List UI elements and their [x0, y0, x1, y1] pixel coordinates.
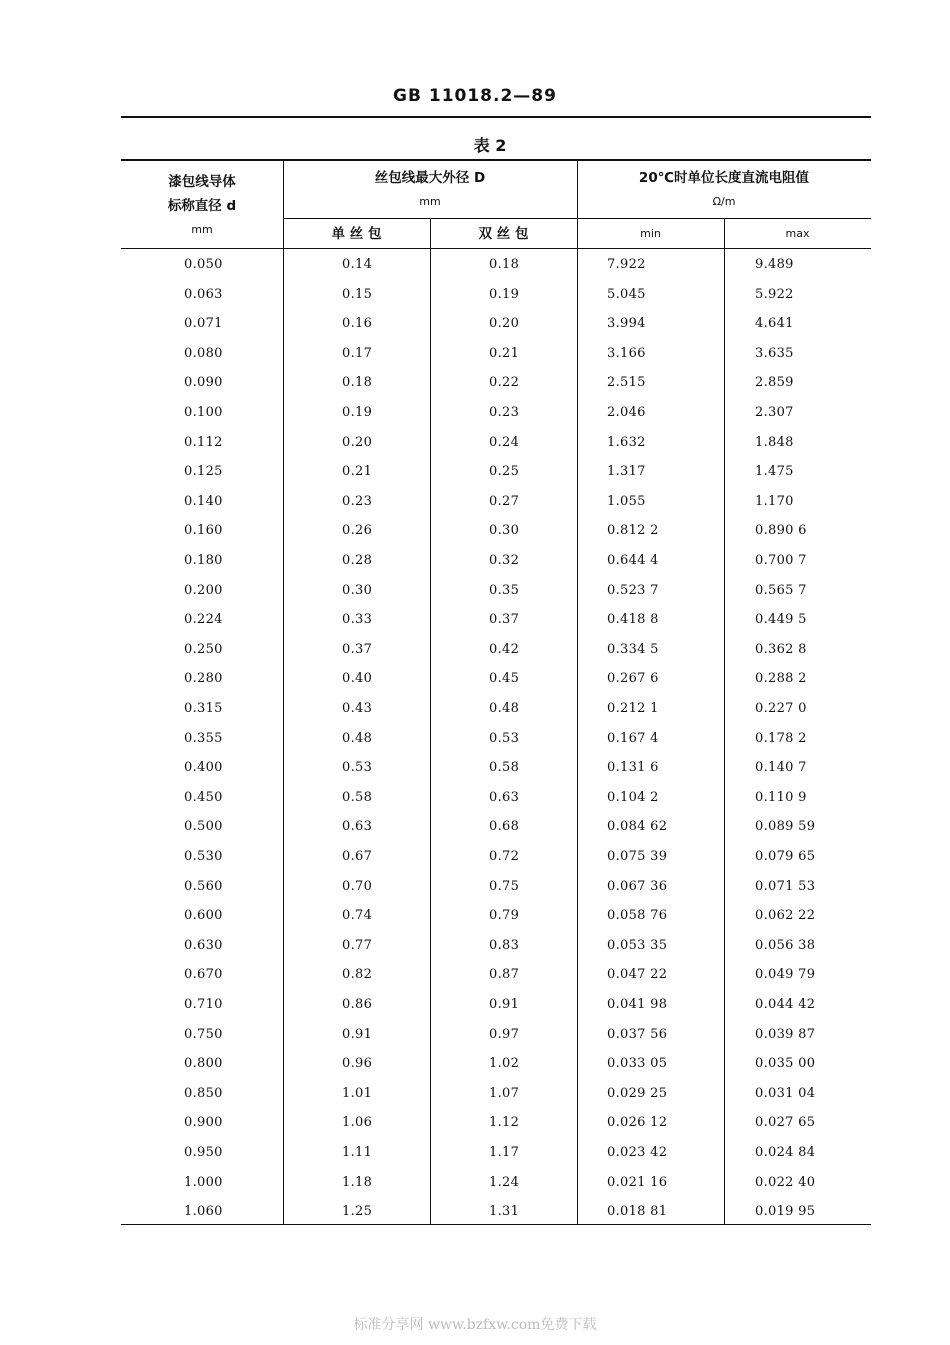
diameter-cell: 1.000 [184, 1174, 223, 1190]
header-double-label: 双 丝 包 [478, 226, 529, 242]
table-row [0, 546, 950, 576]
single-cell: 0.23 [342, 493, 373, 509]
double-cell: 0.18 [489, 257, 520, 272]
max-cell: 0.449 5 [755, 612, 807, 628]
diameter-cell: 0.050 [184, 257, 223, 272]
diameter-cell: 0.710 [184, 997, 223, 1012]
diameter-cell: 0.600 [184, 908, 223, 924]
header-resistance [577, 166, 871, 214]
max-cell: 0.056 38 [755, 937, 816, 953]
double-cell: 0.21 [489, 345, 520, 361]
diameter-cell: 0.140 [184, 493, 223, 509]
min-cell: 0.053 35 [607, 937, 668, 953]
table-row [0, 309, 950, 339]
max-cell: 2.307 [755, 405, 794, 420]
diameter-cell: 0.630 [184, 937, 223, 953]
single-cell: 0.96 [342, 1056, 373, 1072]
max-cell: 5.922 [755, 286, 794, 302]
header-single-label: 单 丝 包 [331, 226, 382, 242]
single-cell: 0.28 [342, 553, 373, 568]
single-cell: 1.01 [342, 1085, 373, 1101]
double-cell: 0.30 [489, 523, 520, 539]
diameter-cell: 0.670 [184, 967, 223, 983]
double-cell: 0.75 [489, 878, 520, 894]
diameter-cell: 1.060 [184, 1204, 223, 1220]
double-cell: 0.48 [489, 701, 520, 716]
table-row [0, 1049, 950, 1079]
table-row [0, 901, 950, 931]
standard-code: GB 11018.2—89 [393, 86, 557, 106]
min-cell: 0.167 4 [607, 730, 659, 746]
header-min-label: min [640, 227, 661, 240]
max-cell: 0.890 6 [755, 523, 807, 539]
double-cell: 0.79 [489, 908, 520, 924]
max-cell: 0.565 7 [755, 582, 807, 598]
single-cell: 0.82 [342, 967, 373, 983]
min-cell: 3.994 [607, 316, 646, 332]
max-cell: 0.288 2 [755, 671, 807, 687]
double-cell: 0.91 [489, 997, 520, 1012]
table-top-border [121, 159, 871, 161]
double-cell: 0.45 [489, 671, 520, 687]
table-row [0, 1020, 950, 1050]
min-cell: 1.632 [607, 434, 646, 450]
single-cell: 0.17 [342, 345, 373, 361]
double-cell: 1.17 [489, 1145, 520, 1160]
table-row [0, 339, 950, 369]
header-min [577, 222, 724, 246]
table-row [0, 1138, 950, 1168]
min-cell: 0.029 25 [607, 1085, 668, 1101]
min-cell: 0.267 6 [607, 671, 659, 687]
header-outer-unit: mm [419, 195, 441, 208]
table-row [0, 368, 950, 398]
min-cell: 0.041 98 [607, 997, 668, 1012]
single-cell: 0.19 [342, 405, 373, 420]
double-cell: 1.02 [489, 1056, 520, 1072]
header-single [283, 222, 430, 247]
single-cell: 0.58 [342, 789, 373, 805]
min-cell: 2.046 [607, 405, 646, 420]
max-cell: 3.635 [755, 345, 794, 361]
min-cell: 2.515 [607, 375, 646, 391]
max-cell: 1.848 [755, 434, 794, 450]
single-cell: 0.30 [342, 582, 373, 598]
double-cell: 0.27 [489, 493, 520, 509]
single-cell: 1.11 [342, 1145, 373, 1160]
header-max-label: max [785, 227, 810, 240]
double-cell: 0.68 [489, 819, 520, 835]
double-cell: 0.20 [489, 316, 520, 332]
table-row [0, 931, 950, 961]
max-cell: 0.227 0 [755, 701, 807, 716]
diameter-cell: 0.800 [184, 1056, 223, 1072]
max-cell: 0.700 7 [755, 553, 807, 568]
double-cell: 0.72 [489, 849, 520, 864]
single-cell: 0.21 [342, 464, 373, 480]
header-double [430, 222, 577, 247]
double-cell: 0.53 [489, 730, 520, 746]
table-row [0, 990, 950, 1020]
header-diameter [121, 170, 283, 242]
single-cell: 0.18 [342, 375, 373, 391]
diameter-cell: 0.224 [184, 612, 223, 628]
max-cell: 0.140 7 [755, 760, 807, 776]
min-cell: 0.418 8 [607, 612, 659, 628]
single-cell: 0.67 [342, 849, 373, 864]
max-cell: 0.178 2 [755, 730, 807, 746]
max-cell: 0.079 65 [755, 849, 816, 864]
double-cell: 0.87 [489, 967, 520, 983]
max-cell: 0.049 79 [755, 967, 816, 983]
single-cell: 1.06 [342, 1115, 373, 1131]
single-cell: 0.15 [342, 286, 373, 302]
double-cell: 0.35 [489, 582, 520, 598]
diameter-cell: 0.900 [184, 1115, 223, 1131]
min-cell: 0.033 05 [607, 1056, 668, 1072]
table-row [0, 812, 950, 842]
table-row [0, 516, 950, 546]
min-cell: 1.317 [607, 464, 646, 480]
diameter-cell: 0.125 [184, 464, 223, 480]
min-cell: 7.922 [607, 257, 646, 272]
min-cell: 0.037 56 [607, 1026, 668, 1042]
table-row [0, 605, 950, 635]
top-rule [121, 116, 871, 118]
max-cell: 4.641 [755, 316, 794, 332]
min-cell: 0.104 2 [607, 789, 659, 805]
double-cell: 0.58 [489, 760, 520, 776]
double-cell: 0.24 [489, 434, 520, 450]
single-cell: 1.18 [342, 1174, 373, 1190]
max-cell: 0.031 04 [755, 1085, 816, 1101]
max-cell: 0.110 9 [755, 789, 807, 805]
header-max [724, 222, 871, 246]
table-row [0, 398, 950, 428]
diameter-cell: 0.750 [184, 1026, 223, 1042]
max-cell: 2.859 [755, 375, 794, 391]
max-cell: 0.027 65 [755, 1115, 816, 1131]
min-cell: 0.212 1 [607, 701, 659, 716]
single-cell: 0.14 [342, 257, 373, 272]
double-cell: 0.83 [489, 937, 520, 953]
max-cell: 0.035 00 [755, 1056, 816, 1072]
max-cell: 9.489 [755, 257, 794, 272]
single-cell: 0.20 [342, 434, 373, 450]
double-cell: 1.24 [489, 1174, 520, 1190]
header-resistance-title: 20℃时单位长度直流电阻值 [638, 170, 810, 186]
table-row [0, 1108, 950, 1138]
double-cell: 0.42 [489, 641, 520, 657]
double-cell: 0.22 [489, 375, 520, 391]
double-cell: 0.23 [489, 405, 520, 420]
table-row [0, 872, 950, 902]
diameter-cell: 0.560 [184, 878, 223, 894]
max-cell: 0.039 87 [755, 1026, 816, 1042]
table-row [0, 487, 950, 517]
diameter-cell: 0.400 [184, 760, 223, 776]
min-cell: 0.058 76 [607, 908, 668, 924]
diameter-cell: 0.112 [184, 434, 223, 450]
header-outer-title: 丝包线最大外径 D [374, 170, 486, 186]
diameter-cell: 0.850 [184, 1085, 223, 1101]
min-cell: 3.166 [607, 345, 646, 361]
min-cell: 0.812 2 [607, 523, 659, 539]
max-cell: 0.362 8 [755, 641, 807, 657]
max-cell: 0.071 53 [755, 878, 816, 894]
single-cell: 0.70 [342, 878, 373, 894]
diameter-cell: 0.315 [184, 701, 223, 716]
table-row [0, 1079, 950, 1109]
header-bottom-border [121, 248, 871, 249]
footer-watermark: 标准分享网 www.bzfxw.com免费下载 [353, 1317, 597, 1333]
table-caption: 表 2 [473, 136, 507, 155]
double-cell: 0.19 [489, 286, 520, 302]
diameter-cell: 0.071 [184, 316, 223, 332]
double-cell: 0.25 [489, 464, 520, 480]
diameter-cell: 0.100 [184, 405, 223, 420]
diameter-cell: 0.530 [184, 849, 223, 864]
min-cell: 1.055 [607, 493, 646, 509]
table-row [0, 694, 950, 724]
single-cell: 0.86 [342, 997, 373, 1012]
double-cell: 1.31 [489, 1204, 520, 1220]
diameter-cell: 0.160 [184, 523, 223, 539]
max-cell: 0.044 42 [755, 997, 816, 1012]
single-cell: 1.25 [342, 1204, 373, 1220]
table-row [0, 428, 950, 458]
min-cell: 0.026 12 [607, 1115, 668, 1131]
min-cell: 0.023 42 [607, 1145, 668, 1160]
double-cell: 0.97 [489, 1026, 520, 1042]
double-cell: 0.63 [489, 789, 520, 805]
max-cell: 0.019 95 [755, 1204, 816, 1220]
header-diameter-line2: 标称直径 d [167, 198, 237, 214]
single-cell: 0.77 [342, 937, 373, 953]
max-cell: 1.475 [755, 464, 794, 480]
min-cell: 0.523 7 [607, 582, 659, 598]
diameter-cell: 0.080 [184, 345, 223, 361]
single-cell: 0.91 [342, 1026, 373, 1042]
max-cell: 0.024 84 [755, 1145, 816, 1160]
diameter-cell: 0.090 [184, 375, 223, 391]
table-row [0, 724, 950, 754]
table-row [0, 753, 950, 783]
table-row [0, 783, 950, 813]
table-row [0, 960, 950, 990]
single-cell: 0.63 [342, 819, 373, 835]
diameter-cell: 0.280 [184, 671, 223, 687]
table-row [0, 664, 950, 694]
diameter-cell: 0.180 [184, 553, 223, 568]
table-row [0, 1197, 950, 1227]
header-resistance-unit: Ω/m [712, 195, 736, 208]
table-row [0, 635, 950, 665]
max-cell: 1.170 [755, 493, 794, 509]
double-cell: 1.12 [489, 1115, 520, 1131]
diameter-cell: 0.200 [184, 582, 223, 598]
diameter-cell: 0.250 [184, 641, 223, 657]
max-cell: 0.089 59 [755, 819, 816, 835]
single-cell: 0.26 [342, 523, 373, 539]
table-row [0, 250, 950, 280]
min-cell: 5.045 [607, 286, 646, 302]
table-row [0, 576, 950, 606]
table-row [0, 457, 950, 487]
double-cell: 1.07 [489, 1085, 520, 1101]
diameter-cell: 0.063 [184, 286, 223, 302]
single-cell: 0.40 [342, 671, 373, 687]
single-cell: 0.53 [342, 760, 373, 776]
diameter-cell: 0.950 [184, 1145, 223, 1160]
max-cell: 0.062 22 [755, 908, 816, 924]
diameter-cell: 0.500 [184, 819, 223, 835]
table-row [0, 1168, 950, 1198]
min-cell: 0.075 39 [607, 849, 668, 864]
min-cell: 0.047 22 [607, 967, 668, 983]
min-cell: 0.084 62 [607, 819, 668, 835]
header-outer-diameter [283, 166, 577, 214]
single-cell: 0.33 [342, 612, 373, 628]
min-cell: 0.334 5 [607, 641, 659, 657]
min-cell: 0.067 36 [607, 878, 668, 894]
single-cell: 0.74 [342, 908, 373, 924]
diameter-cell: 0.450 [184, 789, 223, 805]
min-cell: 0.131 6 [607, 760, 659, 776]
table-row [0, 280, 950, 310]
diameter-cell: 0.355 [184, 730, 223, 746]
min-cell: 0.018 81 [607, 1204, 668, 1220]
single-cell: 0.43 [342, 701, 373, 716]
header-diameter-line1: 漆包线导体 [168, 174, 236, 190]
double-cell: 0.37 [489, 612, 520, 628]
double-cell: 0.32 [489, 553, 520, 568]
table-row [0, 842, 950, 872]
max-cell: 0.022 40 [755, 1174, 816, 1190]
min-cell: 0.021 16 [607, 1174, 668, 1190]
single-cell: 0.16 [342, 316, 373, 332]
single-cell: 0.37 [342, 641, 373, 657]
single-cell: 0.48 [342, 730, 373, 746]
header-diameter-unit: mm [191, 223, 213, 236]
min-cell: 0.644 4 [607, 553, 659, 568]
